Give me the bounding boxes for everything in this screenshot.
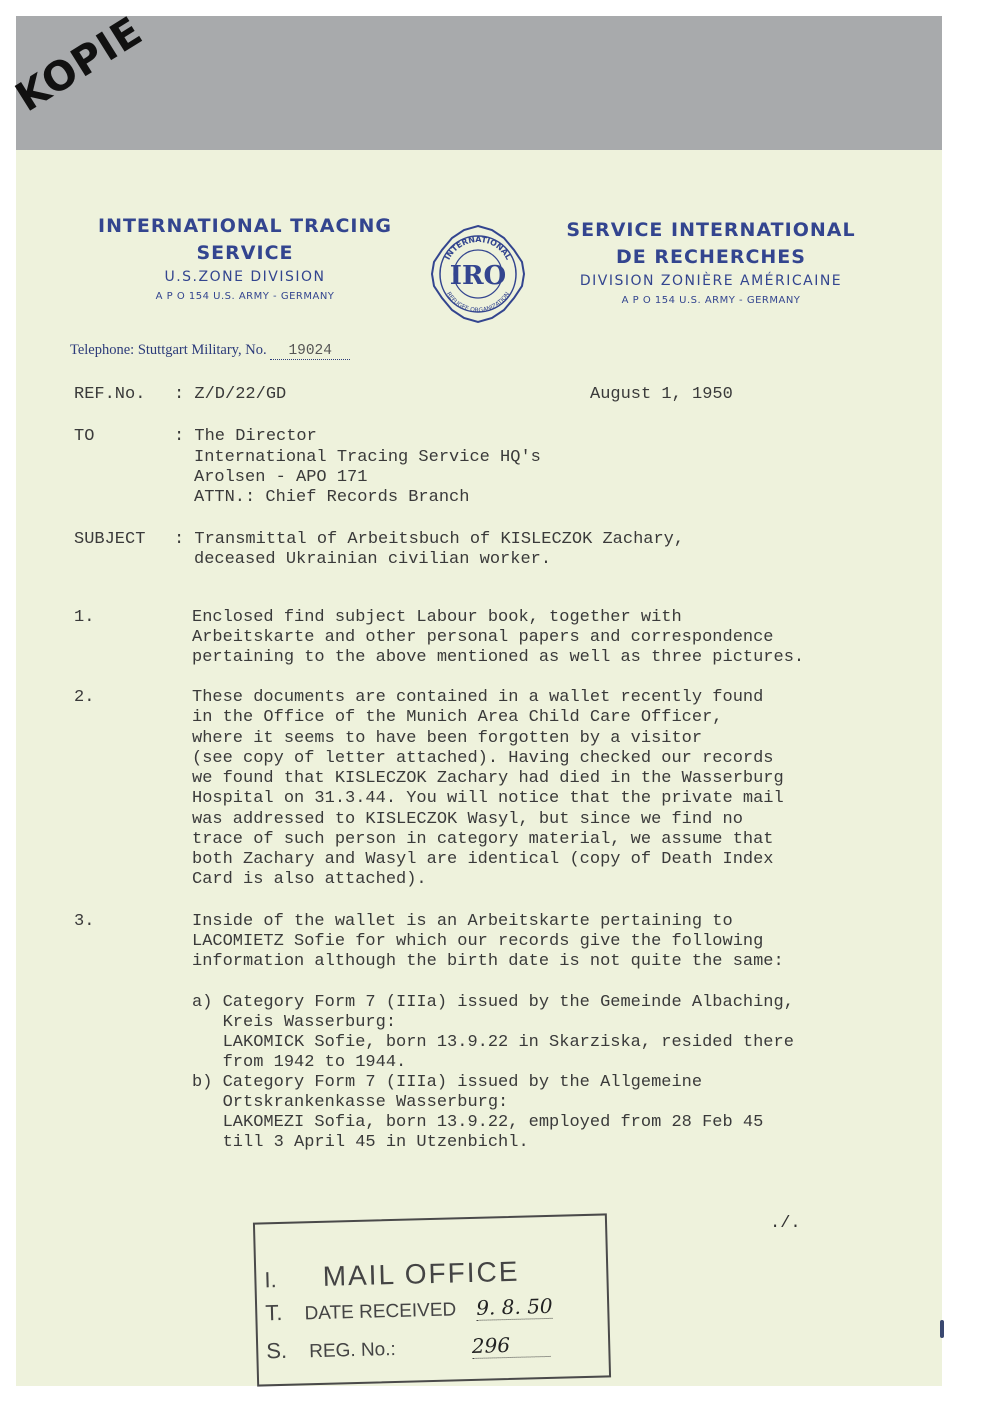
to-label: TO bbox=[74, 427, 95, 446]
to-line-4: ATTN.: Chief Records Branch bbox=[194, 488, 470, 507]
paragraph-2-line: (see copy of letter attached). Having checked our records bbox=[192, 749, 774, 768]
subject-line-1: : Transmittal of Arbeitsbuch of KISLECZOK Zachary, bbox=[174, 530, 685, 549]
stamp-reg-value: 296 bbox=[472, 1332, 551, 1359]
continuation-mark: ./. bbox=[770, 1214, 801, 1233]
paragraph-2-line: Card is also attached). bbox=[192, 870, 427, 889]
paragraph-1-line: pertaining to the above mentioned as well as three pictures. bbox=[192, 648, 805, 667]
item-b-line: b) Category Form 7 (IIIa) issued by the Allgemeine bbox=[192, 1073, 703, 1092]
stamp-title: MAIL OFFICE bbox=[322, 1255, 520, 1292]
paragraph-number: 1. bbox=[74, 608, 95, 627]
scan-header-band bbox=[16, 16, 942, 150]
subject-line-2: deceased Ukrainian civilian worker. bbox=[194, 550, 552, 569]
stamp-letter: T. bbox=[264, 1299, 283, 1326]
item-a-line: from 1942 to 1944. bbox=[192, 1053, 407, 1072]
to-line-1: : The Director bbox=[174, 427, 317, 446]
paragraph-number: 3. bbox=[74, 912, 95, 931]
mail-office-stamp bbox=[253, 1213, 611, 1386]
telephone-line bbox=[70, 342, 350, 360]
paragraph-1-line: Arbeitskarte and other personal papers and correspondence bbox=[192, 628, 774, 647]
paragraph-1-line: Enclosed find subject Labour book, together with bbox=[192, 608, 682, 627]
letterhead-right-division: DIVISION ZONIÈRE AMÉRICAINE bbox=[579, 273, 843, 289]
item-a-line: LAKOMICK Sofie, born 13.9.22 in Skarziska, resided there bbox=[192, 1033, 794, 1052]
stamp-date-value: 9. 8. 50 bbox=[475, 1293, 553, 1320]
logo-ring-bottom: REFUGEE ORGANIZATION bbox=[444, 290, 512, 315]
paragraph-2-line: we found that KISLECZOK Zachary had died in the Wasserburg bbox=[192, 769, 784, 788]
letterhead-right-apo: A P O 154 U.S. ARMY - GERMANY bbox=[621, 295, 801, 306]
letterhead-left-title-1: INTERNATIONAL TRACING bbox=[98, 215, 392, 237]
stamp-row-2 bbox=[265, 1293, 553, 1327]
paragraph-3-line: information although the birth date is not quite the same: bbox=[192, 952, 784, 971]
logo-ring-top: INTERNATIONAL bbox=[442, 234, 514, 262]
stamp-row-1 bbox=[264, 1256, 520, 1295]
stamp-letter: I. bbox=[264, 1267, 277, 1293]
stamp-reg-label: REG. No.: bbox=[308, 1338, 397, 1363]
letterhead-right-title-1: SERVICE INTERNATIONAL bbox=[566, 219, 856, 241]
paragraph-2-line: trace of such person in category material, we assume that bbox=[192, 830, 774, 849]
letterhead-left-apo: A P O 154 U.S. ARMY - GERMANY bbox=[155, 291, 335, 302]
item-a-line: a) Category Form 7 (IIIa) issued by the Gemeinde Albaching, bbox=[192, 993, 794, 1012]
letterhead-left-division: U.S.ZONE DIVISION bbox=[164, 269, 326, 285]
iro-logo-icon bbox=[428, 224, 528, 324]
telephone-label: Telephone: Stuttgart Military, No. bbox=[70, 342, 267, 358]
letterhead-right-title-2: DE RECHERCHES bbox=[616, 246, 806, 268]
paragraph-number: 2. bbox=[74, 688, 95, 707]
subject-label: SUBJECT bbox=[74, 530, 146, 549]
paragraph-2-line: These documents are contained in a wallet recently found bbox=[192, 688, 764, 707]
paragraph-2-line: where it seems to have been forgotten by a visitor bbox=[192, 729, 703, 748]
paragraph-2-line: was addressed to KISLECZOK Wasyl, but since we find no bbox=[192, 810, 743, 829]
kopie-annotation: KOPIE bbox=[7, 8, 151, 122]
paragraph-2-line: in the Office of the Munich Area Child Care Officer, bbox=[192, 708, 723, 727]
paragraph-2-line: Hospital on 31.3.44. You will notice that the private mail bbox=[192, 789, 784, 808]
stamp-row-3 bbox=[266, 1331, 550, 1364]
stamp-date-label: DATE RECEIVED bbox=[304, 1299, 457, 1325]
stamp-letter: S. bbox=[265, 1337, 288, 1364]
paragraph-3-line: LACOMIETZ Sofie for which our records give the following bbox=[192, 932, 764, 951]
ref-value: : Z/D/22/GD bbox=[174, 385, 287, 404]
paragraph-3-line: Inside of the wallet is an Arbeitskarte pertaining to bbox=[192, 912, 733, 931]
item-a-line: Kreis Wasserburg: bbox=[192, 1013, 397, 1032]
logo-iro-text: IRO bbox=[449, 261, 507, 291]
to-line-2: International Tracing Service HQ's bbox=[194, 448, 541, 467]
letterhead-left bbox=[60, 213, 430, 302]
letterhead-right bbox=[530, 217, 892, 306]
item-b-line: till 3 April 45 in Utzenbichl. bbox=[192, 1133, 529, 1152]
letterhead-left-title-2: SERVICE bbox=[196, 242, 294, 264]
item-b-line: Ortskrankenkasse Wasserburg: bbox=[192, 1093, 509, 1112]
item-b-line: LAKOMEZI Sofia, born 13.9.22, employed from 28 Feb 45 bbox=[192, 1113, 764, 1132]
letter-date: August 1, 1950 bbox=[590, 385, 733, 404]
paragraph-2-line: both Zachary and Wasyl are identical (copy of Death Index bbox=[192, 850, 774, 869]
ref-label: REF.No. bbox=[74, 385, 146, 404]
to-line-3: Arolsen - APO 171 bbox=[194, 468, 368, 487]
binder-mark bbox=[940, 1320, 944, 1338]
telephone-number: 19024 bbox=[270, 343, 350, 360]
